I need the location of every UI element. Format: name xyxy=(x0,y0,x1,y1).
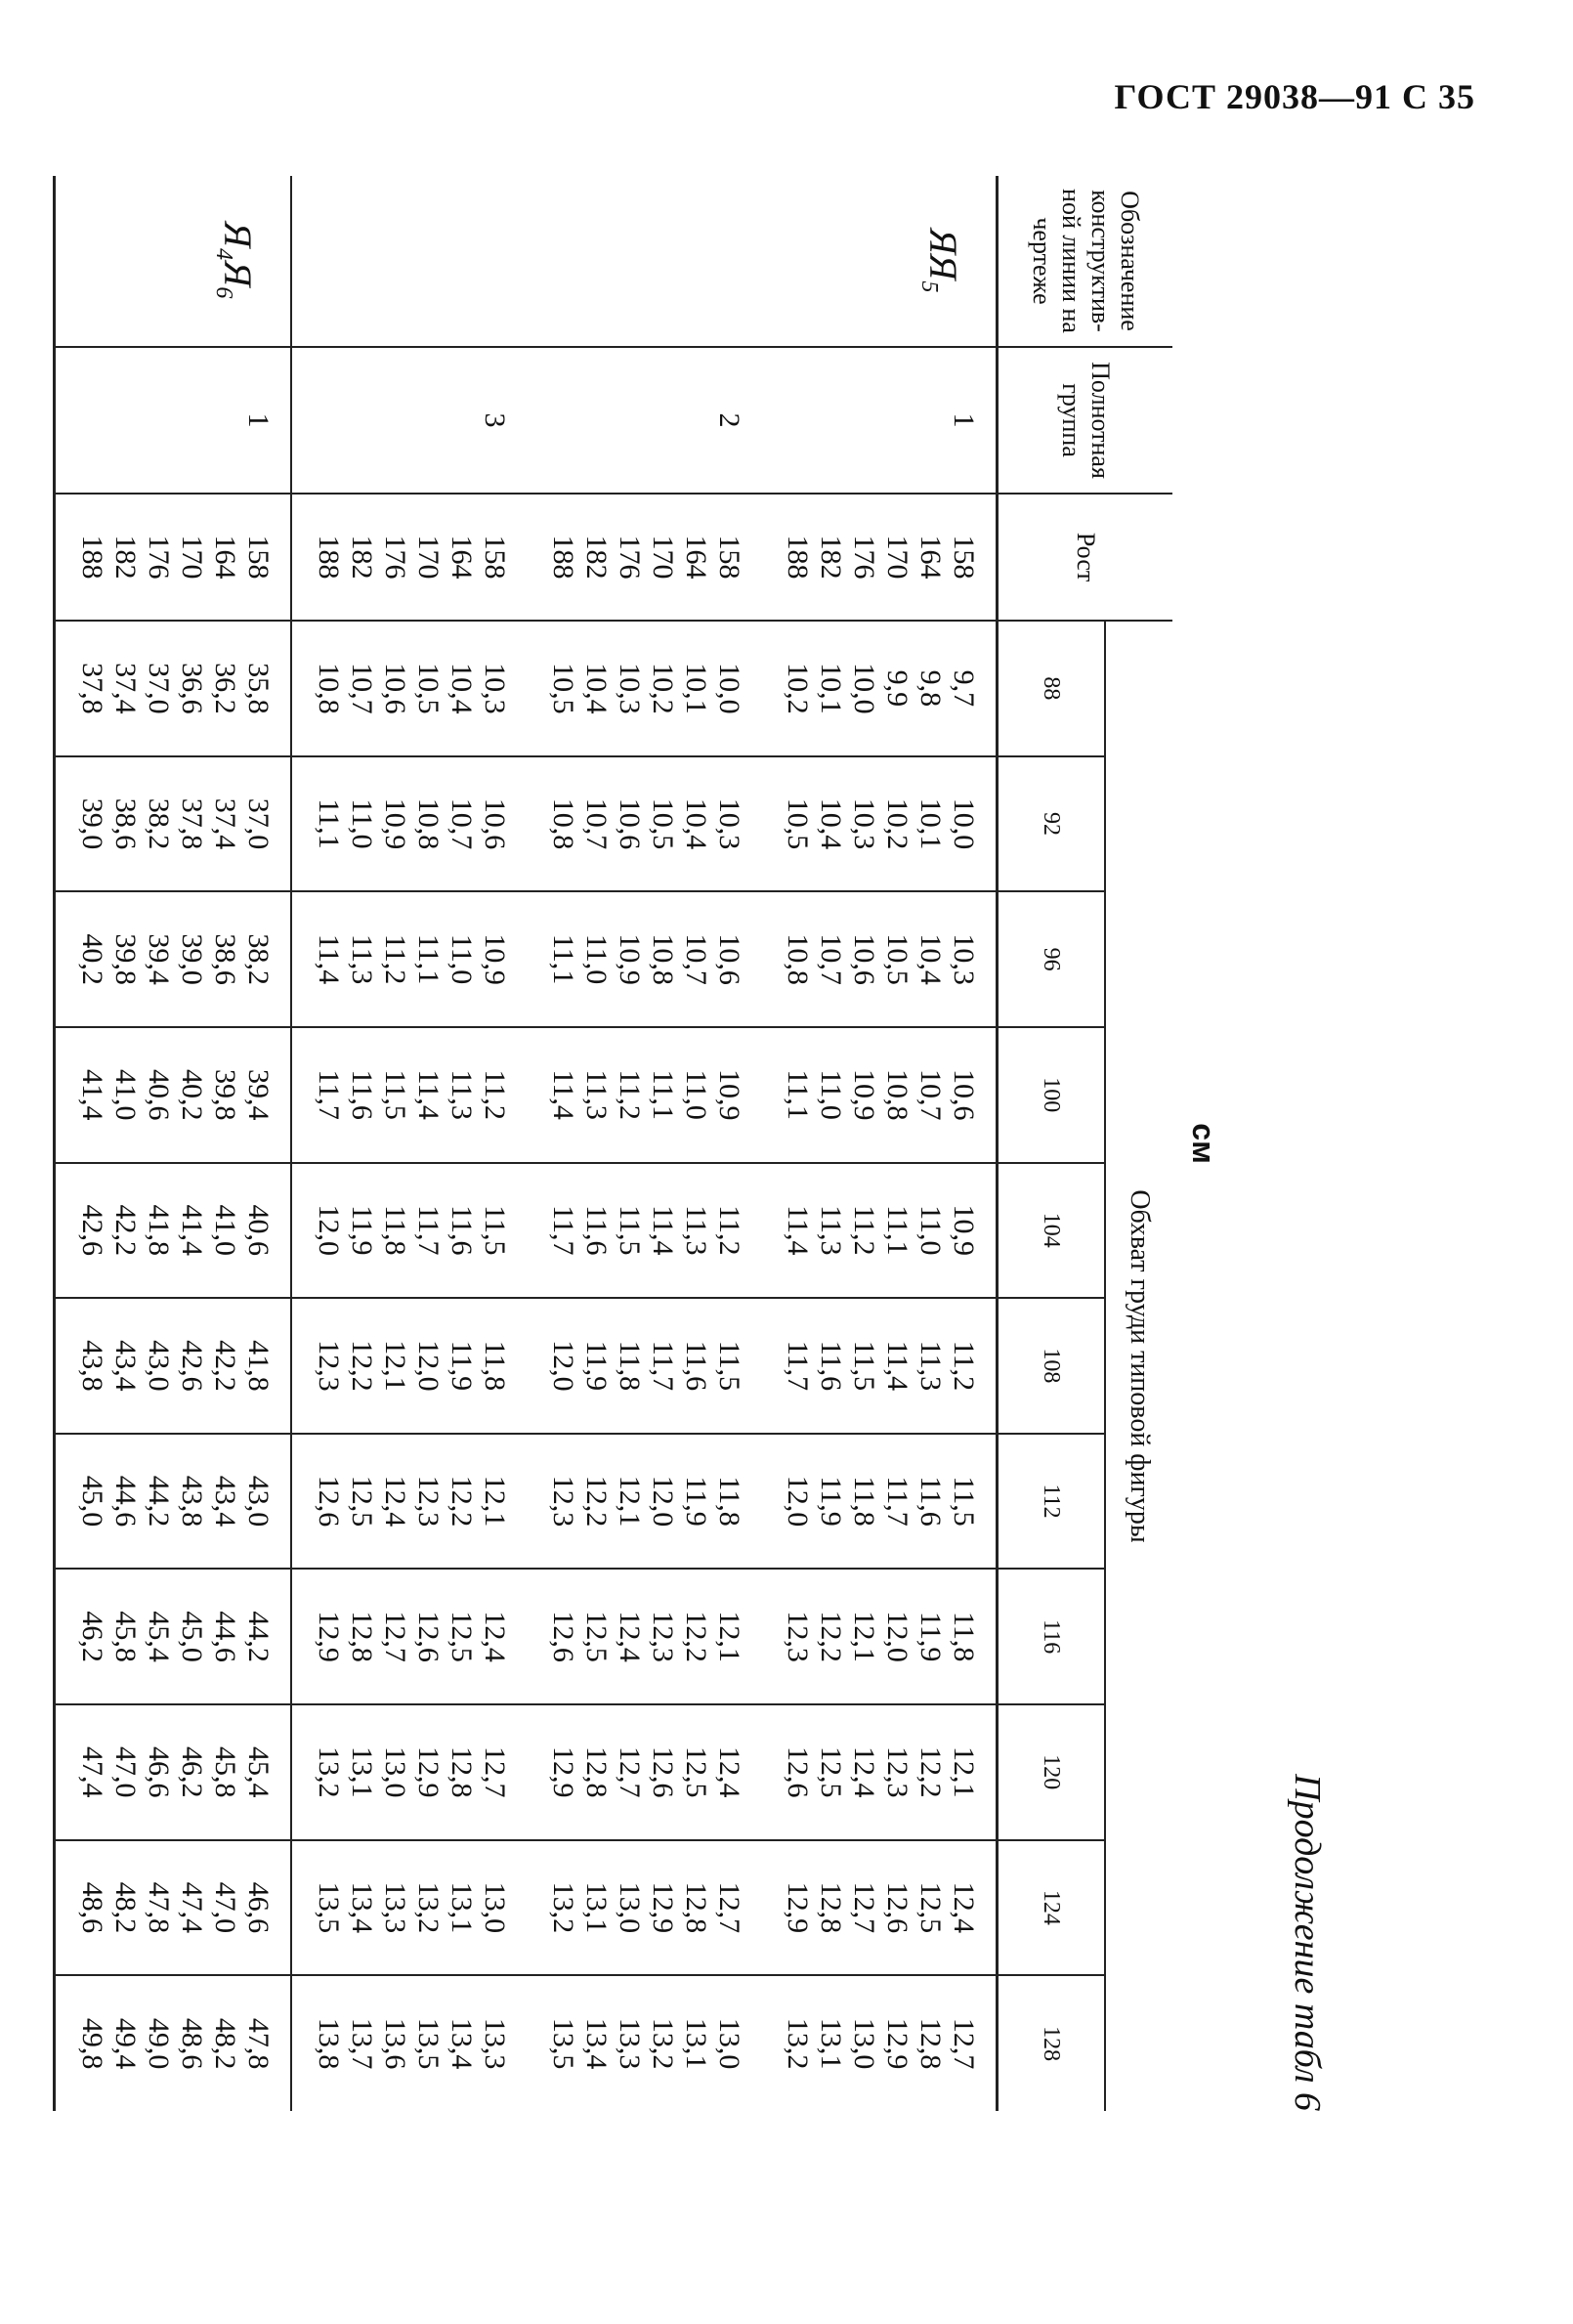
value-cell: 39,4 39,8 40,2 40,6 41,0 41,4 xyxy=(55,1027,292,1163)
size-header: 88 xyxy=(998,621,1106,756)
value-cell: 46,6 47,0 47,4 47,8 48,2 48,6 xyxy=(55,1840,292,1976)
value-cell: 10,3 10,4 10,5 10,6 10,7 10,8 xyxy=(291,621,527,756)
size-header: 124 xyxy=(998,1840,1106,1976)
table-caption: Продолжение табл 6 xyxy=(1287,1774,1328,2111)
value-cell: 13,0 13,1 13,2 13,3 13,4 13,5 xyxy=(291,1840,527,1976)
value-cell: 11,5 11,6 11,7 11,8 11,9 12,0 xyxy=(527,1298,761,1434)
value-cell: 43,0 43,4 43,8 44,2 44,6 45,0 xyxy=(55,1434,292,1570)
col-header-height: Рост xyxy=(998,494,1173,621)
group-cell: 3 xyxy=(291,347,527,494)
group-cell: 2 xyxy=(527,347,761,494)
table-row xyxy=(291,176,527,2111)
unit-label: см xyxy=(1186,1123,1221,1164)
value-cell: 11,2 11,3 11,4 11,5 11,6 11,7 xyxy=(761,1298,998,1434)
value-cell: 10,0 10,1 10,2 10,3 10,4 10,5 xyxy=(761,756,998,892)
value-cell: 47,8 48,2 48,6 49,0 49,4 49,8 xyxy=(55,1975,292,2111)
value-cell: 12,4 12,5 12,6 12,7 12,8 12,9 xyxy=(291,1569,527,1704)
value-cell: 45,4 45,8 46,2 46,6 47,0 47,4 xyxy=(55,1704,292,1840)
col-header-chest: Обхват груди типовой фигуры xyxy=(1105,621,1172,2111)
value-cell: 10,3 10,4 10,5 10,6 10,7 10,8 xyxy=(527,756,761,892)
value-cell: 11,2 11,3 11,4 11,5 11,6 11,7 xyxy=(527,1163,761,1299)
size-header: 120 xyxy=(998,1704,1106,1840)
value-cell: 44,2 44,6 45,0 45,4 45,8 46,2 xyxy=(55,1569,292,1704)
value-cell: 41,8 42,2 42,6 43,0 43,4 43,8 xyxy=(55,1298,292,1434)
value-cell: 12,4 12,5 12,6 12,7 12,8 12,9 xyxy=(761,1840,998,1976)
size-header: 92 xyxy=(998,756,1106,892)
value-cell: 9,7 9,8 9,9 10,0 10,1 10,2 xyxy=(761,621,998,756)
value-cell: 38,2 38,6 39,0 39,4 39,8 40,2 xyxy=(55,891,292,1027)
value-cell: 13,3 13,4 13,5 13,6 13,7 13,8 xyxy=(291,1975,527,2111)
col-header-line: Обозначение конструктив-ной линии на чертеже xyxy=(998,176,1173,347)
col-header-group: Полнотная группа xyxy=(998,347,1173,494)
value-cell: 10,9 11,0 11,1 11,2 11,3 11,4 xyxy=(761,1163,998,1299)
height-cell: 158 164 170 176 182 188 xyxy=(55,494,292,621)
line-name xyxy=(291,176,527,347)
height-cell: 158 164 170 176 182 188 xyxy=(291,494,527,621)
height-cell: 158 164 170 176 182 188 xyxy=(527,494,761,621)
value-cell: 37,0 37,4 37,8 38,2 38,6 39,0 xyxy=(55,756,292,892)
table-row xyxy=(55,176,292,2111)
size-header: 112 xyxy=(998,1434,1106,1570)
height-cell: 158 164 170 176 182 188 xyxy=(761,494,998,621)
value-cell: 13,0 13,1 13,2 13,3 13,4 13,5 xyxy=(527,1975,761,2111)
value-cell: 12,7 12,8 12,9 13,0 13,1 13,2 xyxy=(527,1840,761,1976)
data-table xyxy=(53,176,1172,2111)
value-cell: 10,6 10,7 10,8 10,9 11,0 11,1 xyxy=(291,756,527,892)
page-header: ГОСТ 29038—91 С 35 xyxy=(1114,77,1475,116)
size-header: 116 xyxy=(998,1569,1106,1704)
line-name xyxy=(527,176,761,347)
value-cell: 11,8 11,9 12,0 12,1 12,2 12,3 xyxy=(527,1434,761,1570)
size-header: 96 xyxy=(998,891,1106,1027)
value-cell: 11,5 11,6 11,7 11,8 11,9 12,0 xyxy=(761,1434,998,1570)
line-name: Я₄Я₆ xyxy=(55,176,292,347)
value-cell: 12,7 12,8 12,9 13,0 13,1 13,2 xyxy=(761,1975,998,2111)
value-cell: 10,6 10,7 10,8 10,9 11,0 11,1 xyxy=(761,1027,998,1163)
size-header: 108 xyxy=(998,1298,1106,1434)
value-cell: 40,6 41,0 41,4 41,8 42,2 42,6 xyxy=(55,1163,292,1299)
table-row xyxy=(527,176,761,2111)
value-cell: 10,3 10,4 10,5 10,6 10,7 10,8 xyxy=(761,891,998,1027)
size-header: 100 xyxy=(998,1027,1106,1163)
table-row xyxy=(761,176,998,2111)
value-cell: 12,7 12,8 12,9 13,0 13,1 13,2 xyxy=(291,1704,527,1840)
size-header: 104 xyxy=(998,1163,1106,1299)
value-cell: 12,4 12,5 12,6 12,7 12,8 12,9 xyxy=(527,1704,761,1840)
value-cell: 12,1 12,2 12,3 12,4 12,5 12,6 xyxy=(291,1434,527,1570)
size-header: 128 xyxy=(998,1975,1106,2111)
value-cell: 10,0 10,1 10,2 10,3 10,4 10,5 xyxy=(527,621,761,756)
value-cell: 10,6 10,7 10,8 10,9 11,0 11,1 xyxy=(527,891,761,1027)
value-cell: 12,1 12,2 12,3 12,4 12,5 12,6 xyxy=(761,1704,998,1840)
value-cell: 12,1 12,2 12,3 12,4 12,5 12,6 xyxy=(527,1569,761,1704)
group-cell: 1 xyxy=(761,347,998,494)
value-cell: 35,8 36,2 36,6 37,0 37,4 37,8 xyxy=(55,621,292,756)
rotated-table-region xyxy=(76,176,1329,2111)
value-cell: 11,5 11,6 11,7 11,8 11,9 12,0 xyxy=(291,1163,527,1299)
value-cell: 10,9 11,0 11,1 11,2 11,3 11,4 xyxy=(291,891,527,1027)
value-cell: 11,2 11,3 11,4 11,5 11,6 11,7 xyxy=(291,1027,527,1163)
value-cell: 11,8 11,9 12,0 12,1 12,2 12,3 xyxy=(761,1569,998,1704)
line-name: ЯЯ₅ xyxy=(921,228,965,294)
group-cell: 1 xyxy=(55,347,292,494)
value-cell: 11,8 11,9 12,0 12,1 12,2 12,3 xyxy=(291,1298,527,1434)
value-cell: 10,9 11,0 11,1 11,2 11,3 11,4 xyxy=(527,1027,761,1163)
